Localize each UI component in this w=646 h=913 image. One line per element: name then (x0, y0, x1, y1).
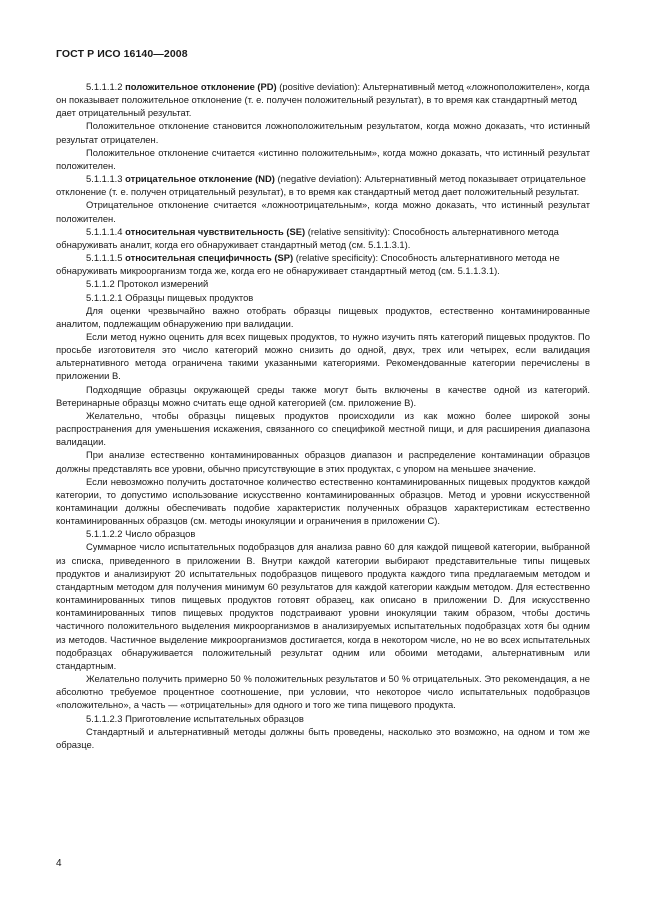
definition-text: (relative sensitivity): Способность альтернативного метода обнаруживать аналит, когда его обнаруживает стандартный метод (см. 5.1.1.3.1). (56, 225, 559, 250)
clause-number: 5.1.1.1.2 (86, 81, 123, 92)
body-paragraph: Положительное отклонение становится ложноположительным результатом, когда можно доказать, что истинный результат отрицателен. (56, 120, 590, 145)
body-paragraph: При анализе естественно контаминированных образцов диапазон и распределение контаминации образцов должны представлять все уровни, обычно присутствующие в этих продуктах, с упором на меньшее значение. (56, 449, 590, 474)
defined-term: относительная чувствительность (SE) (125, 225, 306, 237)
section-heading: 5.1.1.2 Протокол измерений (86, 278, 209, 290)
definition-paragraph (56, 225, 590, 251)
defined-term: относительная специфичность (SP) (125, 252, 294, 264)
section-heading: 5.1.1.2.1 Образцы пищевых продуктов (86, 291, 254, 303)
definition-paragraph (56, 172, 590, 198)
clause-number: 5.1.1.1.4 (86, 225, 123, 237)
document-body (56, 80, 590, 751)
body-paragraph: Отрицательное отклонение считается «ложноотрицательным», когда можно доказать, что истинный результат положителен. (56, 199, 590, 224)
page-number: 4 (56, 858, 62, 869)
definition-text: (negative deviation): Альтернативный метод показывает отрицательное отклонение (т. е. получен отрицательный результат), в то время как стандартный метод дает положительный результат. (56, 173, 586, 198)
definition-paragraph (56, 80, 590, 119)
section-heading: 5.1.1.2.2 Число образцов (86, 528, 196, 540)
body-paragraph: Если невозможно получить достаточное количество естественно контаминированных пищевых продуктов каждой категории, то допустимо использование искусственно контаминированных образцов. Метод и уровни искусственной контаминации должны обеспечивать подобие характеристик полученных образцов характеристикам естественно контаминированных образцов (см. методы инокуляции и ограничения в приложении С). (56, 475, 590, 527)
body-paragraph: Суммарное число испытательных подобразцов для анализа равно 60 для каждой пищевой категории, выбранной из списка, приведенного в приложении В. Внутри каждой категории выбирают представительные типы пищевых продуктов и анализируют 20 испытательных подобразцов пищевого продукта каждого типа предлагаемым методом и стандартным методом для получения минимум 60 результатов для каждой категории каждым методом. Для естественно контаминированных типов пищевых продуктов готовят образец, как описано в приложении D. Для искусственно контаминированных типов пищевых продуктов подстраивают уровни инокуляции таким образом, чтобы достичь частичного положительного выделения микроорганизмов в анализируемых испытательных подобразцах хотя бы одним из методов. Частичное выделение микроорганизмов достигается, когда в некотором числе, но не во всех испытательных подобразцах обнаруживается положительный результат одним или обоими методами, альтернативным или стандартным. (56, 541, 590, 671)
definition-text: (positive deviation): Альтернативный метод «ложноположителен», когда он показывает положительное отклонение (т. е. получен положительный результат), в то время как стандартный метод дает отрицательный результат. (56, 81, 590, 119)
clause-number: 5.1.1.1.5 (86, 252, 123, 264)
defined-term: положительное отклонение (PD) (125, 81, 277, 92)
definition-paragraph (56, 251, 590, 277)
document-header: ГОСТ Р ИСО 16140—2008 (56, 48, 188, 60)
section-heading: 5.1.1.2.3 Приготовление испытательных образцов (86, 712, 304, 724)
body-paragraph: Желательно, чтобы образцы пищевых продуктов происходили из как можно более широкой зоны распространения для уменьшения искажения, связанного со спецификой местной пищи, и для расширения диапазона валидации. (56, 409, 590, 448)
definition-text: (relative specificity): Способность альтернативного метода не обнаруживать микроорганизм тогда же, когда его не обнаруживает стандартный метод (см. 5.1.1.3.1). (56, 252, 560, 277)
defined-term: отрицательное отклонение (ND) (125, 173, 275, 185)
body-paragraph: Если метод нужно оценить для всех пищевых продуктов, то нужно изучить пять категорий пищевых продуктов. По просьбе изготовителя это число категорий можно снизить до одной, двух, трех или четырех, если валидация альтернативного метода ограничена такими указанными категориями. Рекомендованные категории перечислены в приложении В. (56, 330, 590, 382)
body-paragraph: Стандартный и альтернативный методы должны быть проведены, насколько это возможно, на одном и том же образце. (56, 725, 590, 750)
clause-number: 5.1.1.1.3 (86, 173, 123, 185)
body-paragraph: Для оценки чрезвычайно важно отобрать образцы пищевых продуктов, естественно контаминированные аналитом, подлежащим обнаружению при валидации. (56, 304, 590, 329)
body-paragraph: Положительное отклонение считается «истинно положительным», когда можно доказать, что истинный результат положителен. (56, 146, 590, 171)
body-paragraph: Подходящие образцы окружающей среды также могут быть включены в качестве одной из категорий. Ветеринарные образцы можно считать еще одной категорией (см. приложение В). (56, 383, 590, 408)
body-paragraph: Желательно получить примерно 50 % положительных результатов и 50 % отрицательных. Это рекомендация, а не абсолютно требуемое процентное соотношение, при условии, что некоторое число испытательных подобразцов «положительно», а часть — «отрицательны» для одного и того же типа пищевого продукта. (56, 673, 590, 711)
